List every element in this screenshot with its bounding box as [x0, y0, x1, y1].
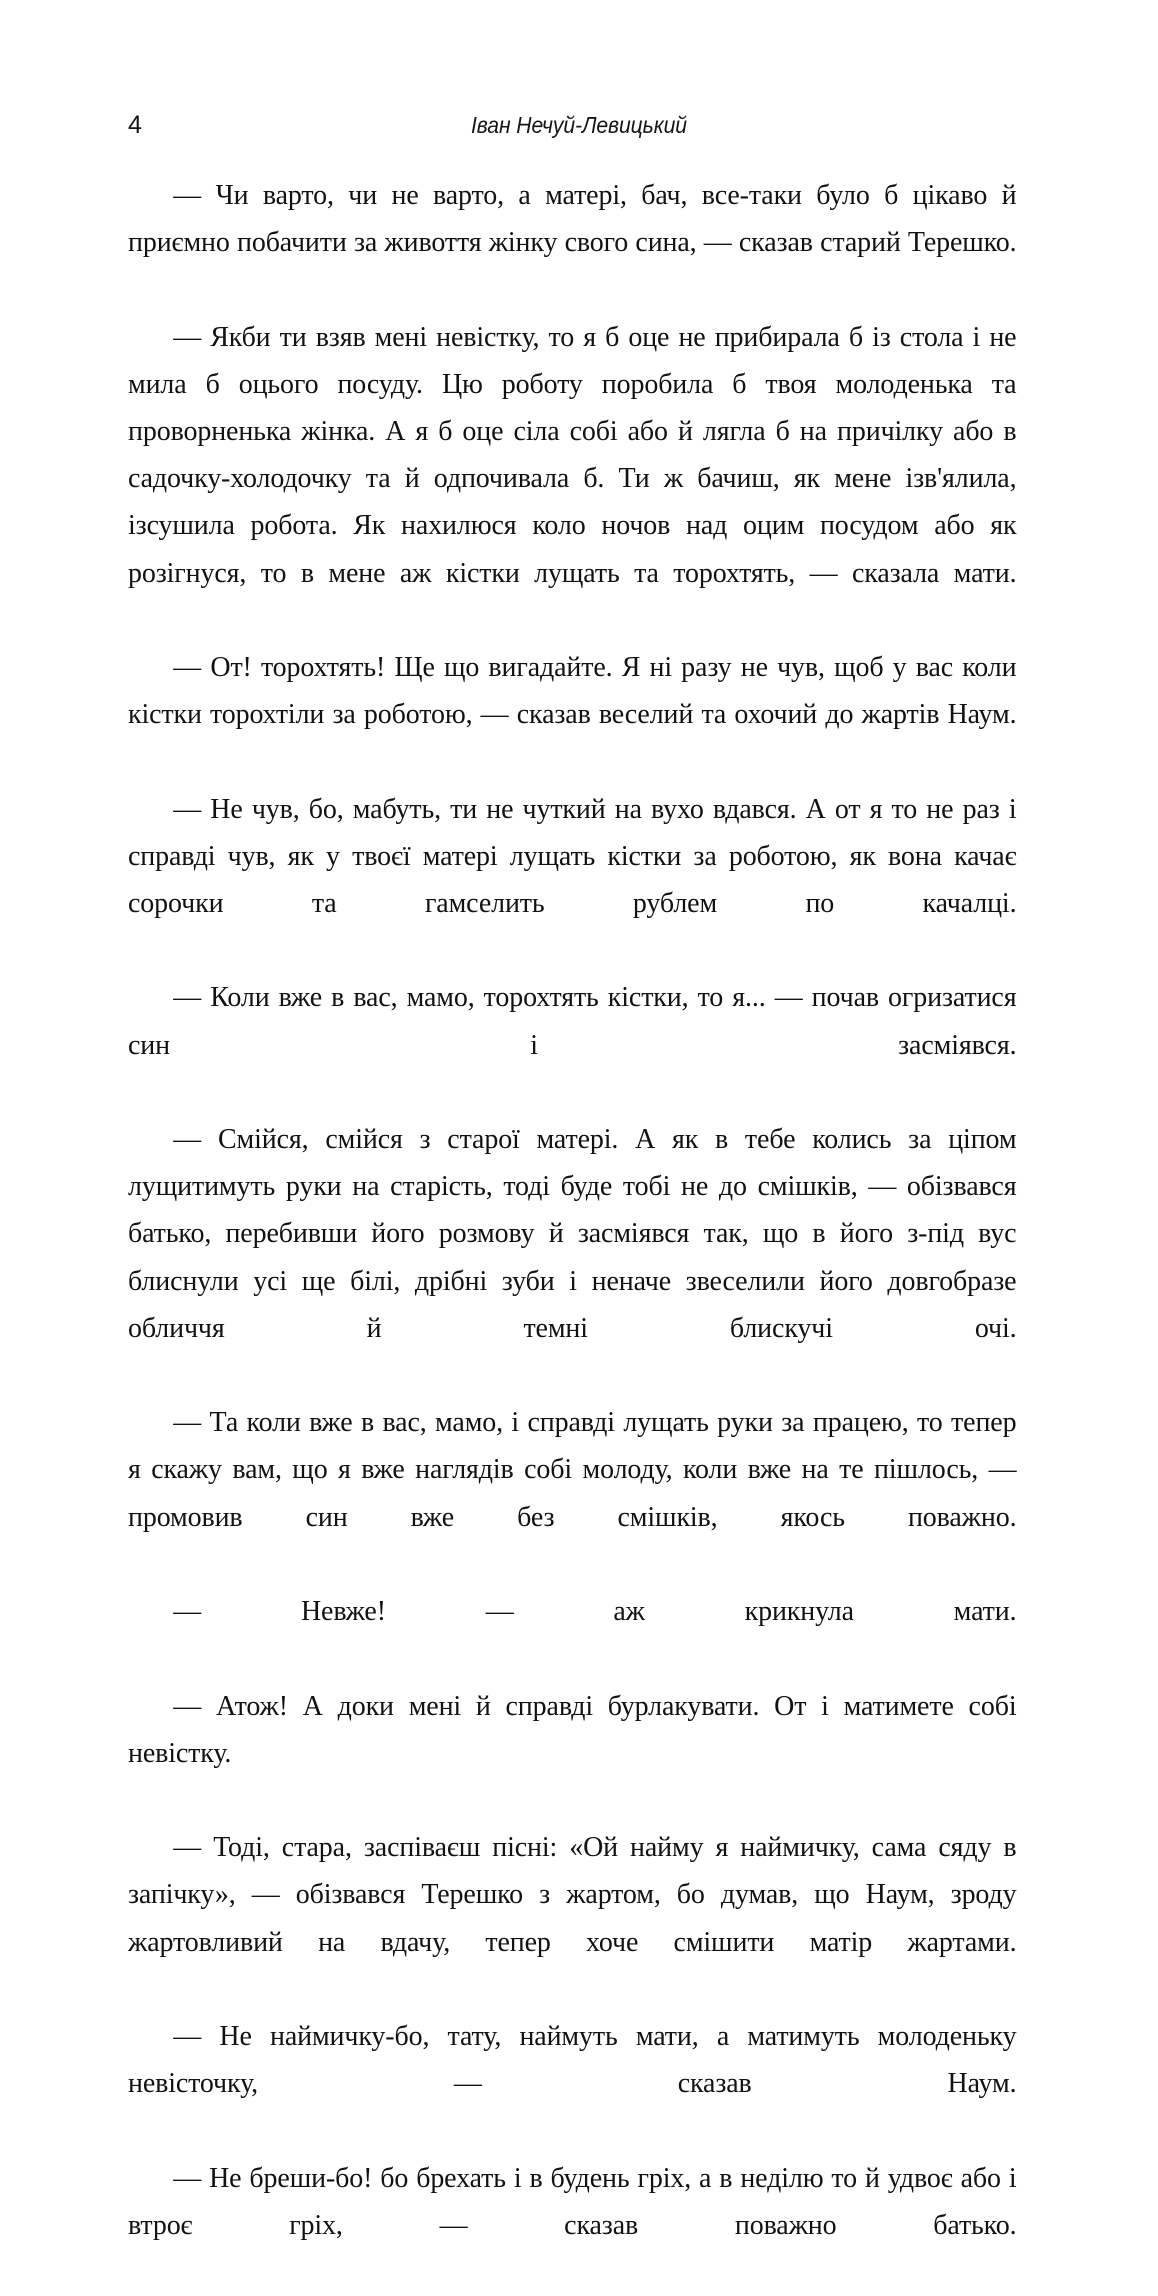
paragraph: — Не чув, бо, мабуть, ти не чуткий на вухо вдався. А от я то не раз і справді чув, як у твоєї матері лущать кістки за роботою, як вона качає сорочки та гамселить рублем по качалці.	[128, 793, 1017, 920]
paragraph: — Якби ти взяв мені невістку, то я б оце не прибирала б із стола і не мила б оцього посуду. Цю роботу поробила б твоя молоденька та проворненька жінка. А я б оце сіла собі або й лягла б на причілку або в садочку-холодочку та й одпочивала б. Ти ж бачиш, як мене ізв'ялила, ізсушила робота. Як нахилюся коло ночов над оцим посудом або як розігнуся, то в мене аж кістки лущать та торохтять, — сказала мати.	[128, 321, 1017, 589]
paragraph: — Не наймичку-бо, тату, наймуть мати, а матимуть молоденьку невісточку, — сказав Наум.	[128, 2020, 1017, 2100]
paragraph: — Чи варто, чи не варто, а матері, бач, все-таки було б цікаво й приємно побачити за живоття жінку свого сина, — сказав старий Терешко.	[128, 180, 1017, 259]
running-head	[128, 108, 1030, 142]
paragraph: — Смійся, смійся з старої матері. А як в тебе колись за ціпом лущитимуть руки на старість, тоді буде тобі не до смішків, — обізвався батько, перебивши його розмову й засміявся так, що в його з-під вус блиснули усі ще білі, дрібні зуби і неначе звеселили його довгобразе обличчя й темні блискучі очі.	[128, 1124, 1017, 1344]
body-text	[128, 172, 1030, 2296]
paragraph: — Та коли вже в вас, мамо, і справді лущать руки за працею, то тепер я скажу вам, що я вже наглядів собі молоду, коли вже на те пішлось, — промовив син вже без смішків, якось поважно.	[128, 1407, 1017, 1533]
paragraph: — Тоді, стара, заспіваєш пісні: «Ой найму я наймичку, сама сяду в запічку», — обізвався Терешко з жартом, бо думав, що Наум, зроду жартовливий на вдачу, тепер хоче смішити матір жартами.	[128, 1832, 1017, 1958]
paragraph: — От! торохтять! Ще що вигадайте. Я ні разу не чув, щоб у вас коли кістки торохтіли за роботою, — сказав веселий та охочий до жартів Наум.	[128, 652, 1017, 731]
paragraph: — Атож! А доки мені й справді бурлакувати. От і матимете собі невістку.	[128, 1690, 1017, 1769]
paragraph: — Коли вже в вас, мамо, торохтять кістки, то я... — почав огризатися син і засміявся.	[128, 982, 1017, 1061]
paragraph: — Не бреши-бо! бо брехать і в будень гріх, а в неділю то й удвоє або і втроє гріх, — сказав поважно батько.	[128, 2162, 1017, 2241]
page-number: 4	[128, 111, 143, 139]
paragraph: — Невже! — аж крикнула мати.	[173, 1596, 1017, 1628]
running-head-title: Іван Нечуй-Левицький	[471, 112, 687, 138]
